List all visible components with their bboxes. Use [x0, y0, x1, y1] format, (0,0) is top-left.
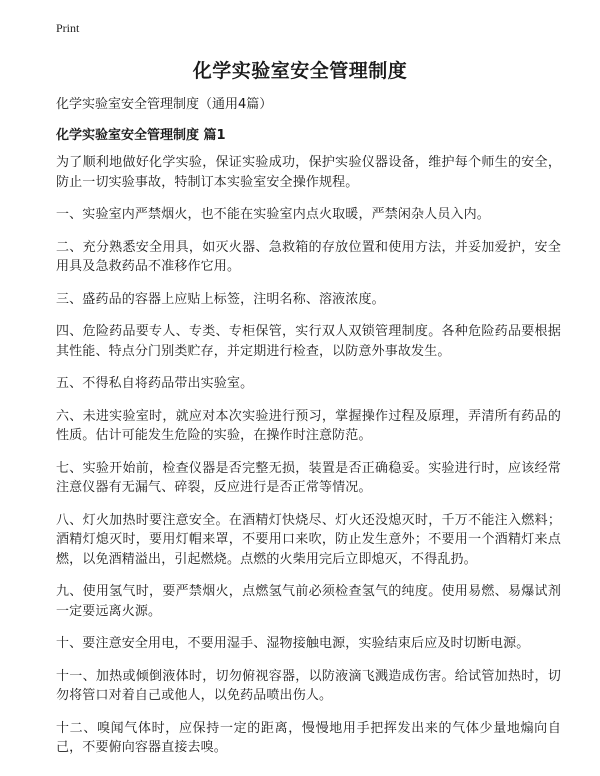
rule-paragraph-11: 十一、加热或倾倒液体时，切勿俯视容器，以防液滴飞溅造成伤害。给试管加热时，切勿将管口对着自己或他人，以免药品喷出伤人。 [56, 668, 561, 703]
section-heading: 化学实验室安全管理制度 篇1 [56, 128, 226, 143]
intro-paragraph: 为了顺利地做好化学实验，保证实验成功，保护实验仪器设备，维护每个师生的安全，防止一切实验事故，特制订本实验室安全操作规程。 [56, 155, 561, 190]
rule-paragraph-5: 五、不得私自将药品带出实验室。 [56, 376, 254, 391]
rule-paragraph-10: 十、要注意安全用电，不要用湿手、湿物接触电源，实验结束后应及时切断电源。 [56, 636, 530, 651]
rule-paragraph-7: 七、实验开始前，检查仪器是否完整无损，装置是否正确稳妥。实验进行时，应该经常注意仪器有无漏气、碎裂，反应进行是否正常等情况。 [56, 460, 561, 495]
rule-paragraph-2: 二、充分熟悉安全用具，如灭火器、急救箱的存放位置和使用方法，并妥加爱护，安全用具及急救药品不准移作它用。 [56, 239, 561, 274]
rule-paragraph-1: 一、实验室内严禁烟火，也不能在实验室内点火取暖，严禁闲杂人员入内。 [56, 207, 490, 222]
rule-paragraph-3: 三、盛药品的容器上应贴上标签，注明名称、溶液浓度。 [56, 291, 385, 307]
print-link[interactable]: Print [56, 21, 80, 35]
rule-paragraph-6: 六、未进实验室时，就应对本次实验进行预习，掌握操作过程及原理，弄清所有药品的性质。估计可能发生危险的实验，在操作时注意防范。 [56, 408, 561, 443]
document-subtitle: 化学实验室安全管理制度（通用4篇） [56, 97, 273, 112]
rule-paragraph-8: 八、灯火加热时要注意安全。在酒精灯快烧尽、灯火还没熄灭时，千万不能注入燃料；酒精灯熄灭时，要用灯帽来罩，不要用口来吹，防止发生意外；不要用一个酒精灯来点燃，以免酒精溢出，引起燃烧。点燃的火柴用完后立即熄灭，不得乱扔。 [56, 512, 561, 567]
document-title: 化学实验室安全管理制度 [192, 60, 408, 82]
rule-paragraph-12: 十二、嗅闻气体时，应保持一定的距离，慢慢地用手把挥发出来的气体少量地煽向自己，不要俯向容器直接去嗅。 [56, 720, 561, 755]
rule-paragraph-4: 四、危险药品要专人、专类、专柜保管，实行双人双锁管理制度。各种危险药品要根据其性能、特点分门别类贮存，并定期进行检查，以防意外事故发生。 [56, 324, 561, 359]
rule-paragraph-9: 九、使用氢气时，要严禁烟火，点燃氢气前必须检查氢气的纯度。使用易燃、易爆试剂一定要远离火源。 [56, 584, 561, 619]
document-body [56, 153, 561, 771]
